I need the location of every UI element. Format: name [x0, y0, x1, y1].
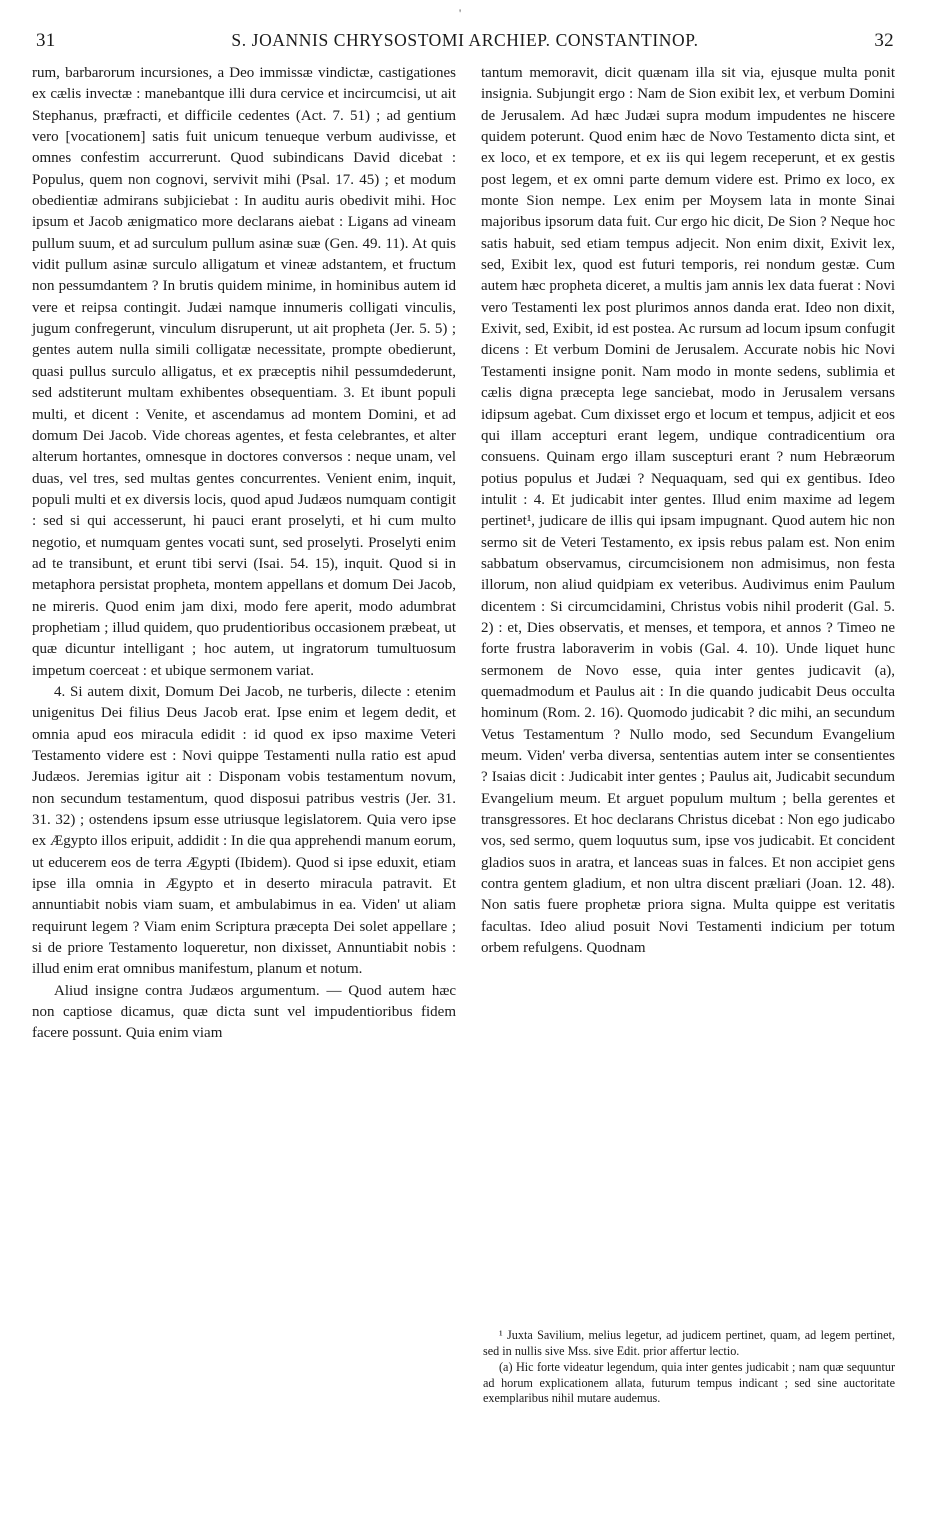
- footnote-a: (a) Hic forte videatur legendum, quia inter gentes judicabit ; nam quæ sequuntur ad horum explicationem allata, futurum tempus indicant ; sed sine auctoritate exemplaribus nihil mutare audemus.: [483, 1360, 895, 1405]
- running-title: S. JOANNIS CHRYSOSTOMI ARCHIEP. CONSTANTINOP.: [231, 30, 699, 50]
- running-header: [36, 30, 894, 60]
- right-column: [481, 63, 895, 959]
- left-section-paragraph: Aliud insigne contra Judæos argumentum. — Quod autem hæc non captiose dicamus, quæ dicta sunt vel impudentioribus fidem facere possunt. Quia enim viam: [32, 982, 456, 1042]
- left-page-number: 31: [36, 30, 56, 51]
- footnotes: [483, 1328, 895, 1408]
- right-page-number: 32: [874, 30, 894, 51]
- left-paragraph-2: 4. Si autem dixit, Domum Dei Jacob, ne turberis, dilecte : etenim unigenitus Dei filius Deus Jacob erat. Ipse enim et legem dedit, et omnia apud eos miracula edidit : id quod ex ipso maxime Veteri Testamento videre est : Novi quippe Testamenti nulla ratio est apud Judæos. Jeremias igitur ait : Disponam vobis testamentum novum, non secundum testamentum, quod disposui patribus vestris (Jer. 31. 31. 32) ; ostendens ipsum esse utriusque legislatorem. Quia vero ipse ex Ægypto illos eripuit, addidit : In die qua apprehendi manum eorum, ut educerem eos de terra Ægypti (Ibidem). Quod si ipse eduxit, etiam ipse illa omnia in Ægypto et in deserto miracula patravit. Et annuntiabit nobis viam suam, et ambulabimus in ea. Viden' ut aliam requirunt legem ? Viam enim Scriptura præcepta Dei solet appellare ; si de priore Testamento loqueretur, non dixisset, Annuntiabit nobis : illud enim erat omnibus manifestum, planum et notum.: [32, 683, 456, 978]
- right-paragraph-1: tantum memoravit, dicit quænam illa sit via, ejusque multa ponit insignia. Subjungit ergo : Nam de Sion exibit lex, et verbum Domini de Jerusalem. Ad hæc Judæi supra modum impudentes ne hiscere quidem poterunt. Quod enim hæc de Novo Testamento dicta sint, et ex loco, et ex tempore, et ex iis qui legem receperunt, et ex gestis post legem, et ex omni parte demum videre est. Primo ex loco, ex monte Sion nempe. Lex enim per Moysem lata in monte Sinai majoribus ipsorum data fuit. Cur ergo hic dicit, De Sion ? Neque hoc satis habuit, sed etiam tempus adjecit. Non enim dixit, Exivit lex, sed, Exibit lex, quod est futuri temporis, rei nondum gestæ. Cum autem hæc propheta diceret, a multis jam annis lex data fuerat : Novi vero Testamenti lex post plurimos annos danda erat. Ideo non dixit, Exivit, sed, Exibit, id est postea. Ac rursum ad locum ipsum confugit dicens : Et verbum Domini de Jerusalem. Accurate nobis hic Novi Testamenti insigne ponit. Nam modo in monte sedens, sublimia et cælis digna præcepta lege sanciebat, modo in Jerusalem versans idipsum agebat. Cum dixisset ergo et locum et tempus, adjicit et eos qui illam accepturi erant legem, undique contradicentium ora consuens. Quinam ergo illam suscepturi erant ? num Hebræorum potius populus et Judæi ? Nequaquam, sed qui ex gentibus. Ideo intulit : 4. Et judicabit inter gentes. Illud enim maxime ad legem pertinet¹, judicare de illis qui ipsam impugnant. Quod autem hic non sermo sit de Veteri Testamento, ex ipsis rebus palam est. Non enim sabbatum observamus, circumcisionem non admisimus, non festa illorum, non aliud quidpiam ex veteribus. Audivimus enim Paulum dicentem : Si circumcidamini, Christus vobis nihil proderit (Gal. 5. 2) : et, Dies observatis, et menses, et tempora, et annos ? Timeo ne forte frustra laboraverim in vobis (Gal. 4. 10). Unde liquet hunc sermonem de Novo esse, quia inter gentes judicavit (a), quemadmodum et Paulus ait : In die quando judicabit Deus occulta hominum (Rom. 2. 16). Quomodo judicabit ? dic mihi, an secundum Vetus Testamentum ? Nullo modo, sed Secundum Evangelium meum. Viden' verba diversa, sententias autem inter se consentientes ? Isaias dicit : Judicabit inter gentes ; Paulus ait, Judicabit secundum Evangelium meum. Et arguet populum multum ; bella gerentes et transgressores. Et hoc declarans Christus dicebat : Non ego judicabo vos, sed sermo, quem loquutus sum, ipse vos judicabit. Et concident gladios suos in aratra, et lanceas suas in falces. Et non accipiet gens contra gentem gladium, et non ultra discent præliari (Joan. 12. 48). Non satis fuere prophetæ priora signa. Multa quippe est veritatis facultas. Ideo aliud posuit Novi Testamenti indicium per totum orbem refulgens. Quodnam: [481, 65, 895, 957]
- left-paragraph-1: rum, barbarorum incursiones, a Deo immissæ vindictæ, castigationes ex cælis invectæ : manebantque illi dura cervice et incircumcisi, ut ait Stephanus, præfracti, et difficile cedentes (Act. 7. 51) ; ad gentium vero [vocationem] satis fuit unicum tenueque verbum audivisse, et omnes confestim accurrerunt. Quod subindicans David dicebat : Populus, quem non cognovi, servivit mihi (Psal. 17. 45) ; et modum obedientiæ admirans subjiciebat : In auditu auris obedivit mihi. Hoc ipsum et Jacob ænigmatico more declarans aiebat : Ligans ad vineam pullum suum, et ad surculum pullum asinæ suæ (Gen. 49. 11). At quis vidit pullum asinæ surculo alligatum et vineæ adstantem, et fructum non pessumdantem ? In brutis quidem minime, in hominibus autem id vere et reipsa contingit. Judæi namque innumeris colligati vinculis, jugum confregerunt, vinculum disruperunt, ut ait propheta (Jer. 5. 5) ; gentes autem nulla simili colligatæ necessitate, prompte obedierunt, quasi pullus surculo alligatus, et ex præceptis nihil pessumdederunt, sed adstiterunt multam exhibentes obsequentiam. 3. Et ibunt populi multi, et dicent : Venite, et ascendamus ad montem Domini, et ad domum Dei Jacob. Vide choreas agentes, et festa celebrantes, et alter alterum hortantes, omnesque in doctores conversos : neque unam, vel duas, vel tres, sed multas gentes concurrentes. Venient enim, inquit, populi multi et ex diversis locis, quod apud Judæos numquam contigit : sed si qui accesserunt, hi pauci erant proselyti, et hi cum multo negotio, et numquam gentes vocati sunt, sed proselyti. Proselyti enim ad te transibunt, et erunt tibi servi (Isai. 54. 15), inquit. Quod si in metaphora persistat propheta, montem appellans et domum Dei Jacob, ne mireris. Quod enim jam dixi, modo fere aperit, modo adumbrat prophetiam ; illud quidem, quo prudentioribus occasionem præbeat, ut quæ dicuntur intelligant ; hoc autem, ut ingratorum tumultuosum impetum coerceat : et ubique sermonem variat.: [32, 65, 456, 679]
- top-mark: ': [459, 6, 462, 20]
- footnote-1: ¹ Juxta Savilium, melius legetur, ad judicem pertinet, quam, ad legem pertinet, sed in nullis sive Mss. sive Edit. prior affertur lectio.: [483, 1328, 895, 1358]
- left-column: [32, 63, 456, 1045]
